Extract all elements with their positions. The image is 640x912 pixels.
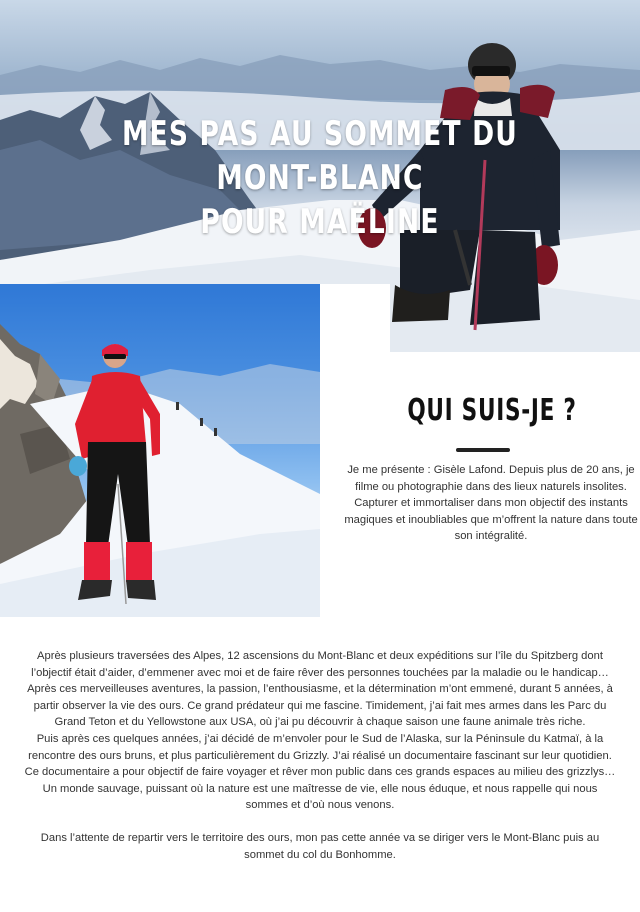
climber-photo — [0, 284, 320, 617]
story-paragraph-4: Dans l’attente de repartir vers le territoire des ours, mon pas cette année va se diriger vers le Mont-Blanc puis au sommet du col du Bonhomme. — [40, 831, 600, 861]
hero-title — [70, 112, 569, 244]
paragraph-spacer — [20, 814, 620, 830]
story-paragraph-2: Après ces merveilleuses aventures, la passion, l’enthousiasme, et la détermination m’ont emmené, durant 5 années, à partir observer la vie des ours. Ce grand prédateur qui me fascine. Timidement, j’ai fait mes armes dans les Parc du Grand Teton et du Yellowstone aux USA, où j’ai pu découvrir à chaque saison une faune animale très riche. — [27, 683, 613, 729]
about-text: Je me présente : Gisèle Lafond. Depuis plus de 20 ans, je filme ou photographie dans des lieux naturels insolites. Capturer et immortaliser dans mon objectif des instants magiques et inoubliables que m’offrent la nature dans toute son intégralité. — [344, 464, 638, 542]
story-text — [20, 648, 620, 863]
layout-cutout — [320, 284, 390, 352]
story-paragraph-1: Après plusieurs traversées des Alpes, 12 ascensions du Mont-Blanc et deux expéditions sur l’île du Spitzberg dont l’objectif était d’aider, d’emmener avec moi et de faire rêver des personnes touchées par la maladie ou le handicap… — [31, 650, 609, 679]
climber-ridge-image — [0, 284, 320, 617]
story-paragraph-3: Puis après ces quelques années, j’ai décidé de m’envoler pour le Sud de l’Alaska, sur la Péninsule du Katmaï, à la rencontre des ours bruns, et plus particulièrement du Grizzly. J’ai réalisé un documentaire fascinant sur leur quotidien. Ce documentaire a pour objectif de faire voyager et rêver mon public dans ces grands espaces au milieu des grizzlys… Un monde sauvage, puissant où la nature est une maîtresse de vie, elle nous éduque, et nous rappelle qui nous sommes et d’où nous venons. — [24, 732, 616, 812]
hero-title-line1: MES PAS AU SOMMET DU MONT-BLANC — [122, 114, 518, 198]
brush-divider — [456, 448, 510, 452]
about-title: QUI SUIS-JE ? — [407, 393, 577, 428]
hero-title-line2: POUR MAËLINE — [200, 202, 440, 242]
